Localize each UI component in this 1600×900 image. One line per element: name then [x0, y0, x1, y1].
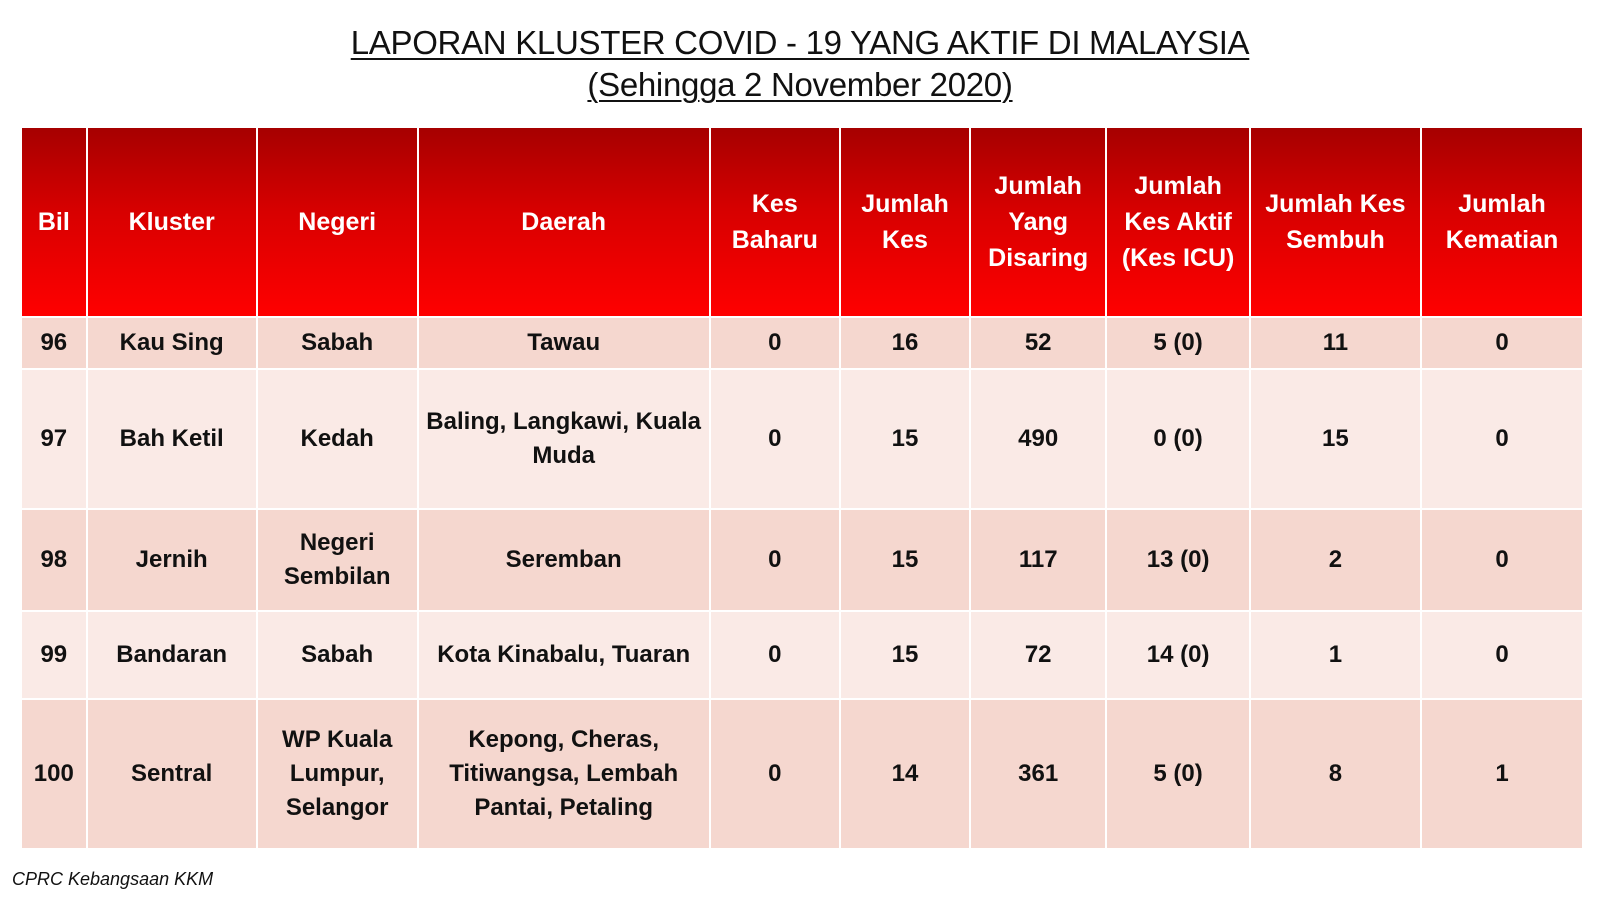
header-daerah: Daerah [418, 127, 710, 317]
cell-kes-baharu: 0 [710, 369, 840, 509]
header-negeri: Negeri [257, 127, 418, 317]
cell-jumlah-disaring: 117 [970, 509, 1106, 611]
table-row [21, 369, 1583, 509]
header-jumlah-disaring: Jumlah Yang Disaring [970, 127, 1106, 317]
cell-kes-baharu: 0 [710, 509, 840, 611]
header-jumlah-kematian: Jumlah Kematian [1421, 127, 1583, 317]
cell-jumlah-kes: 16 [840, 317, 970, 369]
cell-negeri: Sabah [257, 317, 418, 369]
report-title [0, 22, 1600, 106]
cell-kluster: Bandaran [87, 611, 257, 699]
header-kes-baharu: Kes Baharu [710, 127, 840, 317]
cell-jumlah-kes-aktif: 0 (0) [1106, 369, 1249, 509]
cell-kes-baharu: 0 [710, 317, 840, 369]
cell-bil: 99 [21, 611, 87, 699]
cell-jumlah-kes: 15 [840, 369, 970, 509]
cell-jumlah-kes: 15 [840, 611, 970, 699]
header-jumlah-kes-sembuh: Jumlah Kes Sembuh [1250, 127, 1421, 317]
cell-jumlah-kes-aktif: 5 (0) [1106, 317, 1249, 369]
cell-jumlah-disaring: 361 [970, 699, 1106, 849]
cell-jumlah-kes-sembuh: 8 [1250, 699, 1421, 849]
cell-kluster: Kau Sing [87, 317, 257, 369]
header-bil: Bil [21, 127, 87, 317]
title-line-1: LAPORAN KLUSTER COVID - 19 YANG AKTIF DI MALAYSIA [350, 24, 1250, 61]
cell-jumlah-kematian: 1 [1421, 699, 1583, 849]
cell-jumlah-kes-sembuh: 1 [1250, 611, 1421, 699]
cell-negeri: Sabah [257, 611, 418, 699]
cell-daerah: Seremban [418, 509, 710, 611]
cell-bil: 100 [21, 699, 87, 849]
cell-jumlah-kes-sembuh: 11 [1250, 317, 1421, 369]
cell-jumlah-kes-aktif: 14 (0) [1106, 611, 1249, 699]
table-row [21, 699, 1583, 849]
header-kluster: Kluster [87, 127, 257, 317]
cell-jumlah-kes-aktif: 5 (0) [1106, 699, 1249, 849]
header-row [21, 127, 1583, 317]
cell-jumlah-kes-sembuh: 2 [1250, 509, 1421, 611]
cell-bil: 97 [21, 369, 87, 509]
cell-jumlah-kes: 15 [840, 509, 970, 611]
cluster-table-container [20, 126, 1584, 850]
header-jumlah-kes-aktif: Jumlah Kes Aktif (Kes ICU) [1106, 127, 1249, 317]
cell-jumlah-kes-sembuh: 15 [1250, 369, 1421, 509]
header-jumlah-kes: Jumlah Kes [840, 127, 970, 317]
cell-jumlah-kematian: 0 [1421, 611, 1583, 699]
source-credit: CPRC Kebangsaan KKM [12, 869, 214, 889]
cell-kes-baharu: 0 [710, 699, 840, 849]
cell-daerah: Kepong, Cheras, Titiwangsa, Lembah Pantai, Petaling [418, 699, 710, 849]
cell-bil: 96 [21, 317, 87, 369]
cluster-table [20, 126, 1584, 850]
cell-kes-baharu: 0 [710, 611, 840, 699]
table-row [21, 611, 1583, 699]
table-row [21, 317, 1583, 369]
cell-jumlah-kematian: 0 [1421, 509, 1583, 611]
cell-kluster: Bah Ketil [87, 369, 257, 509]
cell-kluster: Sentral [87, 699, 257, 849]
cell-daerah: Baling, Langkawi, Kuala Muda [418, 369, 710, 509]
cell-daerah: Tawau [418, 317, 710, 369]
title-line-2: (Sehingga 2 November 2020) [587, 66, 1013, 103]
cell-negeri: WP Kuala Lumpur, Selangor [257, 699, 418, 849]
cell-jumlah-kes-aktif: 13 (0) [1106, 509, 1249, 611]
table-row [21, 509, 1583, 611]
cell-jumlah-disaring: 52 [970, 317, 1106, 369]
cell-jumlah-kematian: 0 [1421, 317, 1583, 369]
cell-jumlah-disaring: 490 [970, 369, 1106, 509]
cell-jumlah-kematian: 0 [1421, 369, 1583, 509]
cell-jumlah-kes: 14 [840, 699, 970, 849]
cell-kluster: Jernih [87, 509, 257, 611]
cell-daerah: Kota Kinabalu, Tuaran [418, 611, 710, 699]
cell-negeri: Negeri Sembilan [257, 509, 418, 611]
cell-jumlah-disaring: 72 [970, 611, 1106, 699]
cell-bil: 98 [21, 509, 87, 611]
cell-negeri: Kedah [257, 369, 418, 509]
